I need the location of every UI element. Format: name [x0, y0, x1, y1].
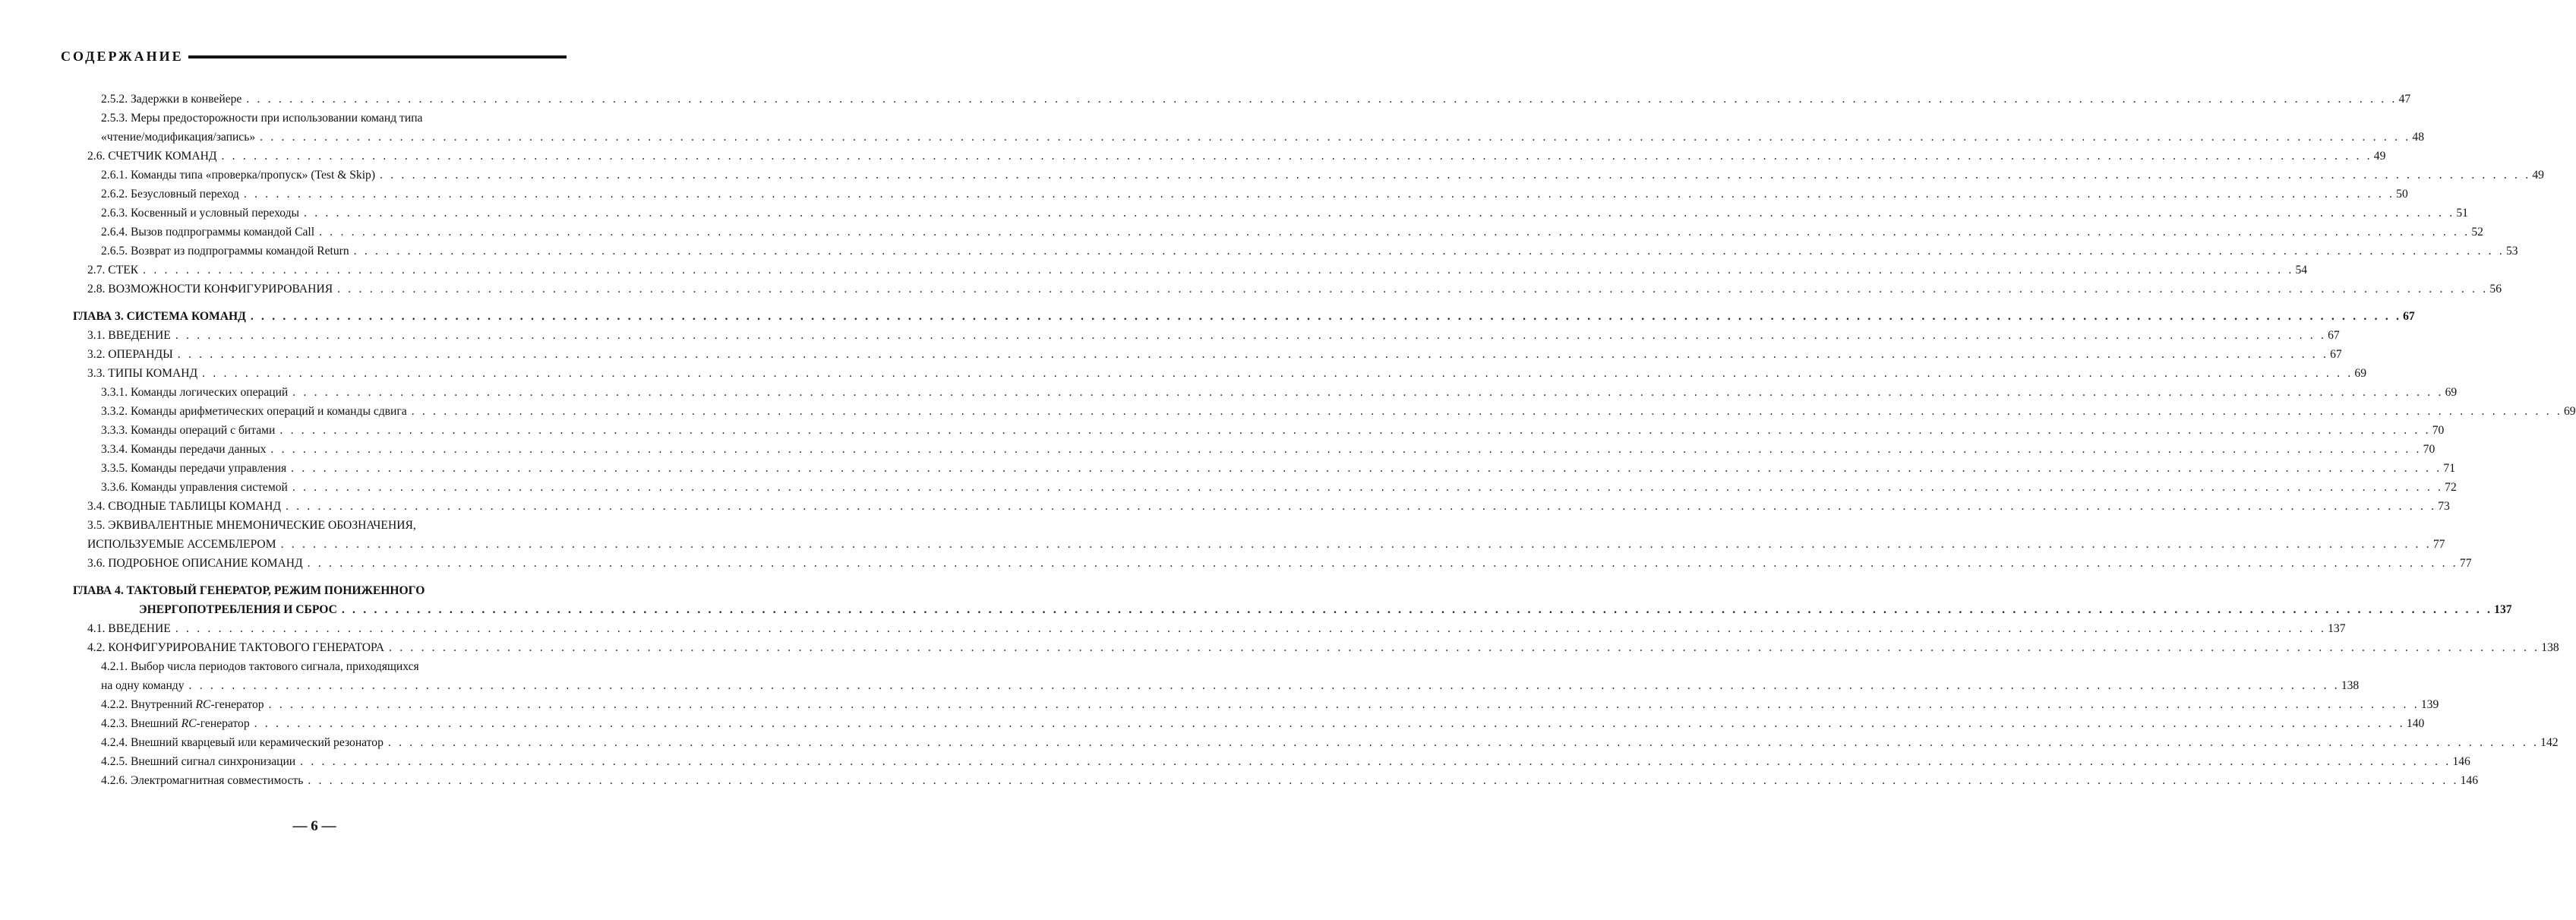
toc-entry-title: 2.6.5. Возврат из подпрограммы командой Return — [101, 245, 349, 258]
dot-leader: . . . . . . . . . . . . . . . . . . . . . . . . . . . . . . . . . . . . . . . . . . . . . . . . . . . . . . . . . . . . . . . . . . . . . . . . . . . . . . . . . . . . . . . . . . . . . . . . . . . . . . . . . . . . . . . . . . . . . . . . . . . . . . . . . . . . . . . . . . . . . . . . . . . . . . . . . . . . . . . . . . . . . . . . . . . . . . . . . . . . . . . . . . . . . . . . . . . . . . . . — [300, 755, 2451, 768]
toc-entry-page: 139 — [2420, 698, 2439, 711]
toc-entry-title: ГЛАВА 3. СИСТЕМА КОМАНД — [73, 310, 246, 323]
toc-entry-page: 146 — [2452, 755, 2470, 768]
toc-entry-page: 138 — [2341, 679, 2360, 692]
toc-entry — [101, 771, 2479, 790]
header-title: СОДЕРЖАНИЕ — [61, 48, 184, 64]
dot-leader: . . . . . . . . . . . . . . . . . . . . . . . . . . . . . . . . . . . . . . . . . . . . . . . . . . . . . . . . . . . . . . . . . . . . . . . . . . . . . . . . . . . . . . . . . . . . . . . . . . . . . . . . . . . . . . . . . . . . . . . . . . . . . . . . . . . . . . . . . . . . . . . . . . . . . . . . . . . . . . . . . . . . . . . . . . . . . . . . . . . . . . . . . . . . . . . . . . . . . . . . — [260, 131, 2411, 144]
toc-entry — [101, 90, 2411, 109]
dot-leader: . . . . . . . . . . . . . . . . . . . . . . . . . . . . . . . . . . . . . . . . . . . . . . . . . . . . . . . . . . . . . . . . . . . . . . . . . . . . . . . . . . . . . . . . . . . . . . . . . . . . . . . . . . . . . . . . . . . . . . . . . . . . . . . . . . . . . . . . . . . . . . . . . . . . . . . . . . . . . . . . . . . . . . . . . . . . . . . . . . . . . . . . . . . . . . . . . . . . . . . . — [292, 386, 2444, 399]
dot-leader: . . . . . . . . . . . . . . . . . . . . . . . . . . . . . . . . . . . . . . . . . . . . . . . . . . . . . . . . . . . . . . . . . . . . . . . . . . . . . . . . . . . . . . . . . . . . . . . . . . . . . . . . . . . . . . . . . . . . . . . . . . . . . . . . . . . . . . . . . . . . . . . . . . . . . . . . . . . . . . . . . . . . . . . . . . . . . . . . . . . . . . . . . . . . . . . . . . . . . . . . — [202, 367, 2353, 380]
table-of-contents — [0, 90, 2576, 790]
toc-entry — [87, 345, 2342, 364]
toc-entry — [101, 109, 565, 128]
toc-entry — [87, 364, 2367, 383]
toc-entry-title: 2.6.3. Косвенный и условный переходы — [101, 207, 300, 220]
page-number: — 6 — — [292, 818, 336, 834]
toc-entry — [101, 421, 2445, 440]
toc-entry — [87, 554, 2472, 573]
toc-entry-page: 53 — [2505, 245, 2518, 258]
toc-entry-page: 77 — [2459, 557, 2472, 570]
dot-leader: . . . . . . . . . . . . . . . . . . . . . . . . . . . . . . . . . . . . . . . . . . . . . . . . . . . . . . . . . . . . . . . . . . . . . . . . . . . . . . . . . . . . . . . . . . . . . . . . . . . . . . . . . . . . . . . . . . . . . . . . . . . . . . . . . . . . . . . . . . . . . . . . . . . . . . . . . . . . . . . . . . . . . . . . . . . . . . . . . . . . . . . . . . . . . . . . . . . . . . . . — [175, 329, 2327, 342]
dot-leader: . . . . . . . . . . . . . . . . . . . . . . . . . . . . . . . . . . . . . . . . . . . . . . . . . . . . . . . . . . . . . . . . . . . . . . . . . . . . . . . . . . . . . . . . . . . . . . . . . . . . . . . . . . . . . . . . . . . . . . . . . . . . . . . . . . . . . . . . . . . . . . . . . . . . . . . . . . . . . . . . . . . . . . . . . . . . . . . . . . . . . . . . . . . . . . . . . . . . . . . . — [337, 283, 2489, 296]
toc-entry-page: 49 — [2373, 150, 2386, 163]
toc-entry-title: 2.6.2. Безусловный переход — [101, 188, 239, 201]
toc-entry-title: 3.4. СВОДНЫЕ ТАБЛИЦЫ КОМАНД — [87, 500, 281, 513]
toc-entry-page: 48 — [2412, 131, 2424, 144]
toc-entry — [101, 459, 2455, 478]
toc-entry — [87, 516, 565, 535]
dot-leader: . . . . . . . . . . . . . . . . . . . . . . . . . . . . . . . . . . . . . . . . . . . . . . . . . . . . . . . . . . . . . . . . . . . . . . . . . . . . . . . . . . . . . . . . . . . . . . . . . . . . . . . . . . . . . . . . . . . . . . . . . . . . . . . . . . . . . . . . . . . . . . . . . . . . . . . . . . . . . . . . . . . . . . . . . . . . . . . . . . . . . . . . . . . . . . . . . . . . . . . . — [353, 245, 2505, 258]
toc-entry-title: 4.1. ВВЕДЕНИЕ — [87, 622, 171, 635]
toc-entry — [101, 242, 2518, 261]
toc-entry-page: 73 — [2438, 500, 2450, 513]
toc-entry-page: 69 — [2354, 367, 2367, 380]
toc-entry-title: на одну команду — [101, 679, 185, 692]
toc-entry — [87, 619, 2346, 638]
toc-entry-title: 4.2.5. Внешний сигнал синхронизации — [101, 755, 296, 768]
toc-entry-page: 50 — [2396, 188, 2408, 201]
toc-entry-page: 56 — [2489, 283, 2502, 296]
dot-leader: . . . . . . . . . . . . . . . . . . . . . . . . . . . . . . . . . . . . . . . . . . . . . . . . . . . . . . . . . . . . . . . . . . . . . . . . . . . . . . . . . . . . . . . . . . . . . . . . . . . . . . . . . . . . . . . . . . . . . . . . . . . . . . . . . . . . . . . . . . . . . . . . . . . . . . . . . . . . . . . . . . . . . . . . . . . . . . . . . . . . . . . . . . . . . . . . . . . . . . . . — [221, 150, 2372, 163]
toc-entry-title: «чтение/модификация/запись» — [101, 131, 256, 144]
toc-entry — [87, 497, 2450, 516]
toc-entry — [87, 147, 2386, 166]
dot-leader: . . . . . . . . . . . . . . . . . . . . . . . . . . . . . . . . . . . . . . . . . . . . . . . . . . . . . . . . . . . . . . . . . . . . . . . . . . . . . . . . . . . . . . . . . . . . . . . . . . . . . . . . . . . . . . . . . . . . . . . . . . . . . . . . . . . . . . . . . . . . . . . . . . . . . . . . . . . . . . . . . . . . . . . . . . . . . . . . . . . . . . . . . . . . . . . . . . . . . . . . — [268, 698, 2420, 711]
toc-entry — [101, 657, 565, 676]
dot-leader: . . . . . . . . . . . . . . . . . . . . . . . . . . . . . . . . . . . . . . . . . . . . . . . . . . . . . . . . . . . . . . . . . . . . . . . . . . . . . . . . . . . . . . . . . . . . . . . . . . . . . . . . . . . . . . . . . . . . . . . . . . . . . . . . . . . . . . . . . . . . . . . . . . . . . . . . . . . . . . . . . . . . . . . . . . . . . . . . . . . . . . . . . . . . . . . . . . . . . . . . — [411, 405, 2562, 418]
toc-entry — [101, 185, 2408, 204]
dot-leader: . . . . . . . . . . . . . . . . . . . . . . . . . . . . . . . . . . . . . . . . . . . . . . . . . . . . . . . . . . . . . . . . . . . . . . . . . . . . . . . . . . . . . . . . . . . . . . . . . . . . . . . . . . . . . . . . . . . . . . . . . . . . . . . . . . . . . . . . . . . . . . . . . . . . . . . . . . . . . . . . . . . . . . . . . . . . . . . . . . . . . . . . . . . . . . . . . . . . . . . . — [279, 424, 2431, 437]
toc-entry — [101, 695, 2439, 714]
toc-entry-title: 4.2.1. Выбор числа периодов тактового сигнала, приходящихся — [101, 660, 419, 673]
toc-entry-page: 140 — [2406, 717, 2425, 730]
dot-leader: . . . . . . . . . . . . . . . . . . . . . . . . . . . . . . . . . . . . . . . . . . . . . . . . . . . . . . . . . . . . . . . . . . . . . . . . . . . . . . . . . . . . . . . . . . . . . . . . . . . . . . . . . . . . . . . . . . . . . . . . . . . . . . . . . . . . . . . . . . . . . . . . . . . . . . . . . . . . . . . . . . . . . . . . . . . . . . . . . . . . . . . . . . . . . . . . . . . . . . . . — [292, 481, 2444, 494]
dot-leader: . . . . . . . . . . . . . . . . . . . . . . . . . . . . . . . . . . . . . . . . . . . . . . . . . . . . . . . . . . . . . . . . . . . . . . . . . . . . . . . . . . . . . . . . . . . . . . . . . . . . . . . . . . . . . . . . . . . . . . . . . . . . . . . . . . . . . . . . . . . . . . . . . . . . . . . . . . . . . . . . . . . . . . . . . . . . . . . . . . . . . . . . . . . . . . . . . . . . . . . . — [285, 500, 2437, 513]
toc-entry-title: 4.2.6. Электромагнитная совместимость — [101, 774, 304, 787]
dot-leader: . . . . . . . . . . . . . . . . . . . . . . . . . . . . . . . . . . . . . . . . . . . . . . . . . . . . . . . . . . . . . . . . . . . . . . . . . . . . . . . . . . . . . . . . . . . . . . . . . . . . . . . . . . . . . . . . . . . . . . . . . . . . . . . . . . . . . . . . . . . . . . . . . . . . . . . . . . . . . . . . . . . . . . . . . . . . . . . . . . . . . . . . . . . . . . . . . . . . . . . . — [304, 207, 2455, 220]
dot-leader: . . . . . . . . . . . . . . . . . . . . . . . . . . . . . . . . . . . . . . . . . . . . . . . . . . . . . . . . . . . . . . . . . . . . . . . . . . . . . . . . . . . . . . . . . . . . . . . . . . . . . . . . . . . . . . . . . . . . . . . . . . . . . . . . . . . . . . . . . . . . . . . . . . . . . . . . . . . . . . . . . . . . . . . . . . . . . . . . . . . . . . . . . . . . . . . . . . . . . . . . — [270, 443, 2422, 456]
toc-entry-title: 3.3.5. Команды передачи управления — [101, 462, 287, 475]
toc-entry-page: 70 — [2432, 424, 2445, 437]
toc-entry-title: 3.3. ТИПЫ КОМАНД — [87, 367, 198, 380]
header-rule — [188, 55, 567, 58]
toc-entry-title: 4.2.3. Внешний RC-генератор — [101, 717, 250, 730]
dot-leader: . . . . . . . . . . . . . . . . . . . . . . . . . . . . . . . . . . . . . . . . . . . . . . . . . . . . . . . . . . . . . . . . . . . . . . . . . . . . . . . . . . . . . . . . . . . . . . . . . . . . . . . . . . . . . . . . . . . . . . . . . . . . . . . . . . . . . . . . . . . . . . . . . . . . . . . . . . . . . . . . . . . . . . . . . . . . . . . . . . . . . . . . . . . . . . . . . . . . . . . . — [246, 93, 2398, 106]
toc-entry-title: 2.6.1. Команды типа «проверка/пропуск» (Test & Skip) — [101, 169, 376, 182]
toc-entry-page: 77 — [2432, 538, 2445, 551]
dot-leader: . . . . . . . . . . . . . . . . . . . . . . . . . . . . . . . . . . . . . . . . . . . . . . . . . . . . . . . . . . . . . . . . . . . . . . . . . . . . . . . . . . . . . . . . . . . . . . . . . . . . . . . . . . . . . . . . . . . . . . . . . . . . . . . . . . . . . . . . . . . . . . . . . . . . . . . . . . . . . . . . . . . . . . . . . . . . . . . . . . . . . . . . . . . . . . . . . . . . . . . . — [280, 538, 2432, 551]
toc-entry-page: 69 — [2564, 405, 2576, 418]
toc-entry — [139, 600, 2512, 619]
toc-entry-title: 2.6. СЧЕТЧИК КОМАНД — [87, 150, 217, 163]
toc-entry-title: 3.3.6. Команды управления системой — [101, 481, 288, 494]
toc-entry-title: 4.2.4. Внешний кварцевый или керамический резонатор — [101, 736, 384, 749]
toc-entry-title: 2.5.3. Меры предосторожности при использовании команд типа — [101, 112, 423, 125]
toc-entry-page: 71 — [2443, 462, 2455, 475]
toc-entry-title: 4.2.2. Внутренний RC-генератор — [101, 698, 264, 711]
toc-entry-title: 2.6.4. Вызов подпрограммы командой Call — [101, 226, 315, 239]
toc-entry-title: ИСПОЛЬЗУЕМЫЕ АССЕМБЛЕРОМ — [87, 538, 276, 551]
toc-entry — [73, 307, 2415, 326]
toc-entry-title: 2.8. ВОЗМОЖНОСТИ КОНФИГУРИРОВАНИЯ — [87, 283, 333, 296]
dot-leader: . . . . . . . . . . . . . . . . . . . . . . . . . . . . . . . . . . . . . . . . . . . . . . . . . . . . . . . . . . . . . . . . . . . . . . . . . . . . . . . . . . . . . . . . . . . . . . . . . . . . . . . . . . . . . . . . . . . . . . . . . . . . . . . . . . . . . . . . . . . . . . . . . . . . . . . . . . . . . . . . . . . . . . . . . . . . . . . . . . . . . . . . . . . . . . . . . . . . . . . . — [387, 736, 2540, 749]
toc-entry-page: 72 — [2445, 481, 2457, 494]
toc-entry — [87, 280, 2502, 299]
toc-entry-page: 49 — [2532, 169, 2544, 182]
toc-entry-page: 47 — [2398, 93, 2411, 106]
toc-entry-page: 137 — [2494, 603, 2512, 616]
toc-entry-page: 146 — [2460, 774, 2479, 787]
toc-entry — [101, 752, 2470, 771]
toc-entry-title: 2.7. СТЕК — [87, 264, 139, 277]
toc-entry — [101, 733, 2559, 752]
dot-leader: . . . . . . . . . . . . . . . . . . . . . . . . . . . . . . . . . . . . . . . . . . . . . . . . . . . . . . . . . . . . . . . . . . . . . . . . . . . . . . . . . . . . . . . . . . . . . . . . . . . . . . . . . . . . . . . . . . . . . . . . . . . . . . . . . . . . . . . . . . . . . . . . . . . . . . . . . . . . . . . . . . . . . . . . . . . . . . . . . . . . . . . . . . . . . . . . . . . . . . . . — [188, 679, 2340, 692]
toc-entry-title: ГЛАВА 4. ТАКТОВЫЙ ГЕНЕРАТОР, РЕЖИМ ПОНИЖЕННОГО — [73, 584, 425, 597]
toc-entry-page: 67 — [2330, 348, 2342, 361]
dot-leader: . . . . . . . . . . . . . . . . . . . . . . . . . . . . . . . . . . . . . . . . . . . . . . . . . . . . . . . . . . . . . . . . . . . . . . . . . . . . . . . . . . . . . . . . . . . . . . . . . . . . . . . . . . . . . . . . . . . . . . . . . . . . . . . . . . . . . . . . . . . . . . . . . . . . . . . . . . . . . . . . . . . . . . . . . . . . . . . . . . . . . . . . . . . . . . . . . . . . . . . . — [319, 226, 2470, 239]
toc-entry — [101, 128, 2424, 147]
toc-entry — [101, 440, 2436, 459]
dot-leader: . . . . . . . . . . . . . . . . . . . . . . . . . . . . . . . . . . . . . . . . . . . . . . . . . . . . . . . . . . . . . . . . . . . . . . . . . . . . . . . . . . . . . . . . . . . . . . . . . . . . . . . . . . . . . . . . . . . . . . . . . . . . . . . . . . . . . . . . . . . . . . . . . . . . . . . . . . . . . . . . . . . . . . . . . . . . . . . . . . . . . . . . . . . . . . . . . . . . . . . . — [291, 462, 2442, 475]
toc-entry — [101, 166, 2544, 185]
toc-entry — [87, 638, 2559, 657]
toc-entry-page: 138 — [2541, 641, 2559, 654]
toc-entry-page: 52 — [2471, 226, 2483, 239]
toc-entry — [101, 402, 2576, 421]
toc-entry-page: 69 — [2445, 386, 2458, 399]
toc-entry — [87, 535, 2445, 554]
dot-leader: . . . . . . . . . . . . . . . . . . . . . . . . . . . . . . . . . . . . . . . . . . . . . . . . . . . . . . . . . . . . . . . . . . . . . . . . . . . . . . . . . . . . . . . . . . . . . . . . . . . . . . . . . . . . . . . . . . . . . . . . . . . . . . . . . . . . . . . . . . . . . . . . . . . . . . . . . . . . . . . . . . . . . . . . . . . . . . . . . . . . . . . . . . . . . . . . . . . . . . . . — [143, 264, 2294, 277]
toc-entry-title: 2.5.2. Задержки в конвейере — [101, 93, 242, 106]
toc-entry-title: 3.3.1. Команды логических операций — [101, 386, 289, 399]
toc-entry-page: 54 — [2295, 264, 2308, 277]
dot-leader: . . . . . . . . . . . . . . . . . . . . . . . . . . . . . . . . . . . . . . . . . . . . . . . . . . . . . . . . . . . . . . . . . . . . . . . . . . . . . . . . . . . . . . . . . . . . . . . . . . . . . . . . . . . . . . . . . . . . . . . . . . . . . . . . . . . . . . . . . . . . . . . . . . . . . . . . . . . . . . . . . . . . . . . . . . . . . . . . . . . . . . . . . . . . . . . . . . . . . . . . — [341, 603, 2493, 616]
toc-entry-title: 3.3.3. Команды операций с битами — [101, 424, 276, 437]
toc-entry-title: 3.3.4. Команды передачи данных — [101, 443, 267, 456]
toc-entry-title: 3.2. ОПЕРАНДЫ — [87, 348, 173, 361]
dot-leader: . . . . . . . . . . . . . . . . . . . . . . . . . . . . . . . . . . . . . . . . . . . . . . . . . . . . . . . . . . . . . . . . . . . . . . . . . . . . . . . . . . . . . . . . . . . . . . . . . . . . . . . . . . . . . . . . . . . . . . . . . . . . . . . . . . . . . . . . . . . . . . . . . . . . . . . . . . . . . . . . . . . . . . . . . . . . . . . . . . . . . . . . . . . . . . . . . . . . . . . . — [177, 348, 2329, 361]
toc-entry — [101, 204, 2468, 223]
toc-entry — [101, 676, 2360, 695]
toc-entry — [87, 261, 2308, 280]
toc-entry-page: 70 — [2423, 443, 2436, 456]
toc-entry — [101, 223, 2483, 242]
dot-leader: . . . . . . . . . . . . . . . . . . . . . . . . . . . . . . . . . . . . . . . . . . . . . . . . . . . . . . . . . . . . . . . . . . . . . . . . . . . . . . . . . . . . . . . . . . . . . . . . . . . . . . . . . . . . . . . . . . . . . . . . . . . . . . . . . . . . . . . . . . . . . . . . . . . . . . . . . . . . . . . . . . . . . . . . . . . . . . . . . . . . . . . . . . . . . . . . . . . . . . . . — [307, 557, 2458, 570]
toc-entry — [73, 581, 565, 600]
toc-entry-page: 137 — [2328, 622, 2346, 635]
dot-leader: . . . . . . . . . . . . . . . . . . . . . . . . . . . . . . . . . . . . . . . . . . . . . . . . . . . . . . . . . . . . . . . . . . . . . . . . . . . . . . . . . . . . . . . . . . . . . . . . . . . . . . . . . . . . . . . . . . . . . . . . . . . . . . . . . . . . . . . . . . . . . . . . . . . . . . . . . . . . . . . . . . . . . . . . . . . . . . . . . . . . . . . . . . . . . . . . . . . . . . . . — [308, 774, 2459, 787]
running-header — [61, 46, 567, 67]
toc-entry — [101, 478, 2457, 497]
dot-leader: . . . . . . . . . . . . . . . . . . . . . . . . . . . . . . . . . . . . . . . . . . . . . . . . . . . . . . . . . . . . . . . . . . . . . . . . . . . . . . . . . . . . . . . . . . . . . . . . . . . . . . . . . . . . . . . . . . . . . . . . . . . . . . . . . . . . . . . . . . . . . . . . . . . . . . . . . . . . . . . . . . . . . . . . . . . . . . . . . . . . . . . . . . . . . . . . . . . . . . . . — [254, 717, 2405, 730]
toc-entry-title: ЭНЕРГОПОТРЕБЛЕНИЯ И СБРОС — [139, 603, 337, 616]
toc-entry-page: 67 — [2328, 329, 2340, 342]
dot-leader: . . . . . . . . . . . . . . . . . . . . . . . . . . . . . . . . . . . . . . . . . . . . . . . . . . . . . . . . . . . . . . . . . . . . . . . . . . . . . . . . . . . . . . . . . . . . . . . . . . . . . . . . . . . . . . . . . . . . . . . . . . . . . . . . . . . . . . . . . . . . . . . . . . . . . . . . . . . . . . . . . . . . . . . . . . . . . . . . . . . . . . . . . . . . . . . . . . . . . . . . — [243, 188, 2395, 201]
toc-entry-title: 4.2. КОНФИГУРИРОВАНИЕ ТАКТОВОГО ГЕНЕРАТОРА — [87, 641, 384, 654]
toc-entry-title: 3.1. ВВЕДЕНИЕ — [87, 329, 171, 342]
dot-leader: . . . . . . . . . . . . . . . . . . . . . . . . . . . . . . . . . . . . . . . . . . . . . . . . . . . . . . . . . . . . . . . . . . . . . . . . . . . . . . . . . . . . . . . . . . . . . . . . . . . . . . . . . . . . . . . . . . . . . . . . . . . . . . . . . . . . . . . . . . . . . . . . . . . . . . . . . . . . . . . . . . . . . . . . . . . . . . . . . . . . . . . . . . . . . . . . . . . . . . . . — [175, 622, 2327, 635]
dot-leader: . . . . . . . . . . . . . . . . . . . . . . . . . . . . . . . . . . . . . . . . . . . . . . . . . . . . . . . . . . . . . . . . . . . . . . . . . . . . . . . . . . . . . . . . . . . . . . . . . . . . . . . . . . . . . . . . . . . . . . . . . . . . . . . . . . . . . . . . . . . . . . . . . . . . . . . . . . . . . . . . . . . . . . . . . . . . . . . . . . . . . . . . . . . . . . . . . . . . . . . . — [389, 641, 2540, 654]
dot-leader: . . . . . . . . . . . . . . . . . . . . . . . . . . . . . . . . . . . . . . . . . . . . . . . . . . . . . . . . . . . . . . . . . . . . . . . . . . . . . . . . . . . . . . . . . . . . . . . . . . . . . . . . . . . . . . . . . . . . . . . . . . . . . . . . . . . . . . . . . . . . . . . . . . . . . . . . . . . . . . . . . . . . . . . . . . . . . . . . . . . . . . . . . . . . . . . . . . . . . . . . — [250, 310, 2402, 323]
toc-entry-title: 3.6. ПОДРОБНОЕ ОПИСАНИЕ КОМАНД — [87, 557, 303, 570]
toc-entry — [87, 326, 2340, 345]
dot-leader: . . . . . . . . . . . . . . . . . . . . . . . . . . . . . . . . . . . . . . . . . . . . . . . . . . . . . . . . . . . . . . . . . . . . . . . . . . . . . . . . . . . . . . . . . . . . . . . . . . . . . . . . . . . . . . . . . . . . . . . . . . . . . . . . . . . . . . . . . . . . . . . . . . . . . . . . . . . . . . . . . . . . . . . . . . . . . . . . . . . . . . . . . . . . . . . . . . . . . . . . — [380, 169, 2531, 182]
toc-entry — [101, 383, 2458, 402]
toc-entry — [101, 714, 2425, 733]
toc-entry-page: 67 — [2403, 310, 2415, 323]
toc-entry-page: 142 — [2540, 736, 2559, 749]
toc-entry-title: 3.5. ЭКВИВАЛЕНТНЫЕ МНЕМОНИЧЕСКИЕ ОБОЗНАЧЕНИЯ, — [87, 519, 416, 532]
toc-entry-title: 3.3.2. Команды арифметических операций и команды сдвига — [101, 405, 407, 418]
toc-entry-page: 51 — [2456, 207, 2468, 220]
